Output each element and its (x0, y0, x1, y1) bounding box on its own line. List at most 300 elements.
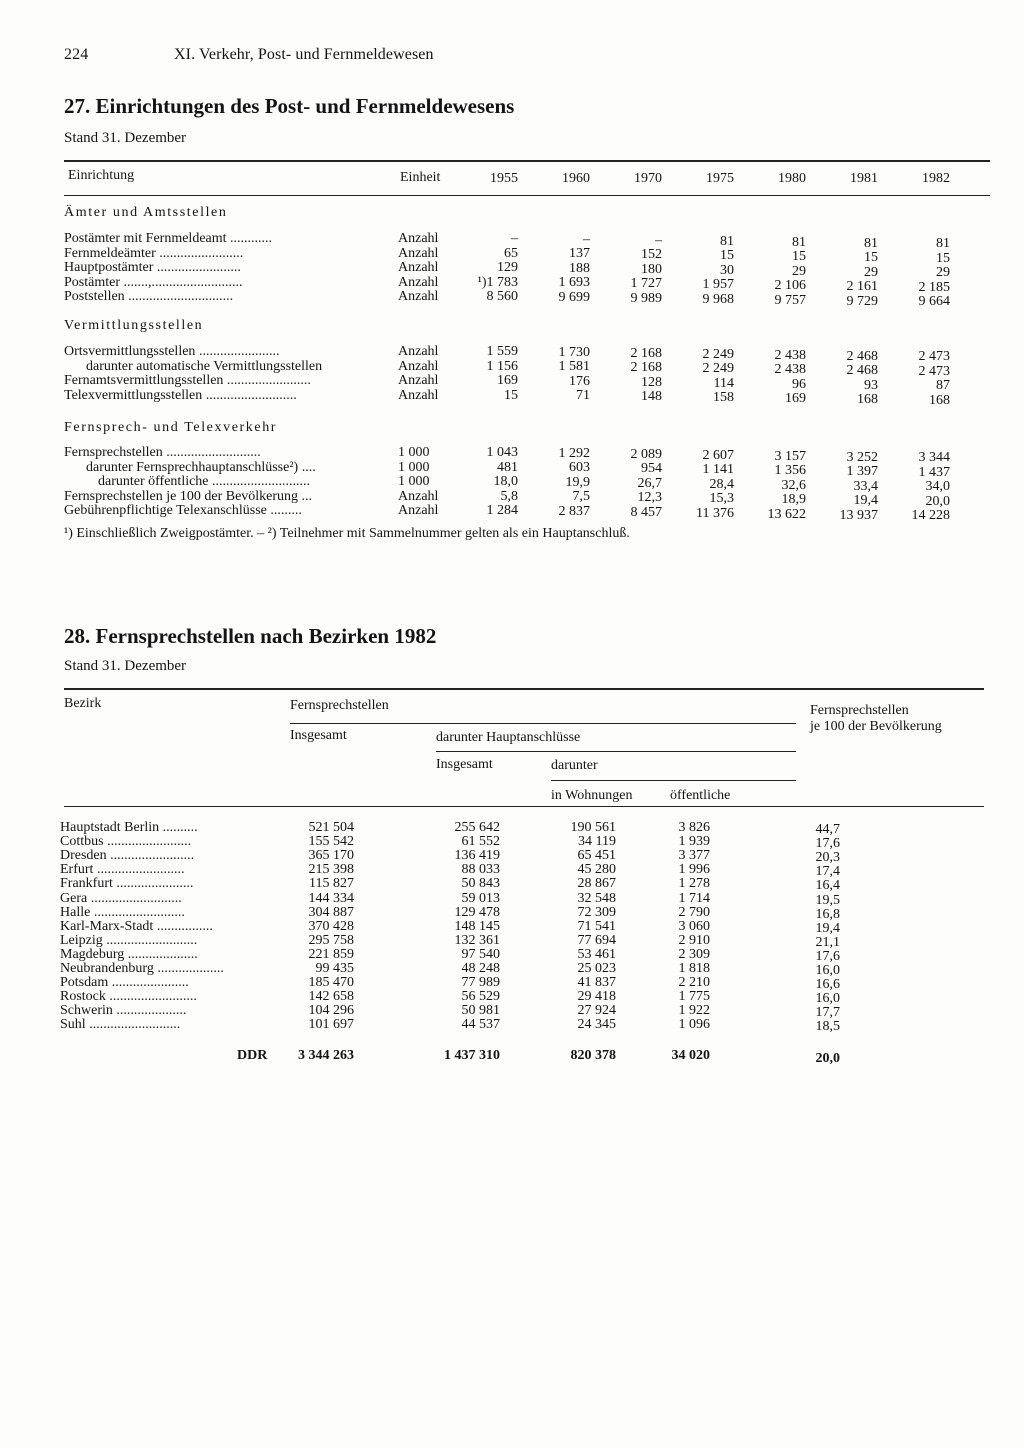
leader-dots: .......................... (202, 387, 297, 403)
row-label: Gebührenpflichtige Telexanschlüsse (64, 503, 267, 518)
table-cell: 96 (792, 376, 806, 392)
table27-top-rule (64, 160, 990, 162)
table-cell: 255 642 (454, 820, 500, 835)
bezirk-name: Cottbus (60, 834, 104, 850)
table-cell: 2 168 (630, 345, 662, 361)
table-cell: 17,4 (815, 864, 840, 880)
col-fernsprechstellen: Fernsprechstellen (290, 698, 389, 713)
table-cell: 2 473 (918, 349, 950, 365)
table-cell: 3 826 (678, 820, 710, 835)
total-label: DDR (237, 1048, 268, 1063)
table-cell: – (583, 231, 590, 247)
table-row-label (64, 446, 261, 460)
table-cell: 21,1 (815, 934, 840, 950)
table-cell: 5,8 (500, 488, 518, 504)
table-cell: 2 473 (918, 363, 950, 379)
col-year-1982: 1982 (922, 171, 950, 186)
table-row-label (64, 232, 272, 246)
table-cell: 26,7 (637, 475, 662, 491)
total-cell: 3 344 263 (298, 1048, 354, 1063)
chapter-title: XI. Verkehr, Post- und Fernmeldewesen (174, 46, 434, 63)
leader-dots: ........................ (223, 373, 311, 388)
col-insgesamt2: Insgesamt (436, 757, 493, 772)
table-cell: 71 (576, 388, 590, 404)
table-cell: 2 089 (630, 446, 662, 462)
leader-dots: .......................... (102, 932, 198, 948)
table-cell: 30 (720, 262, 734, 278)
table-cell: 1 957 (702, 277, 734, 293)
table-cell: 59 013 (461, 890, 500, 906)
table27-subtitle: Stand 31. Dezember (64, 130, 187, 146)
table-cell: 603 (569, 460, 590, 476)
table27-footnote: ¹) Einschließlich Zweigpostämter. – ²) Teilnehmer mit Sammelnummer gelten als ein Hauptanschluß. (64, 526, 630, 541)
row-unit: Anzahl (398, 387, 439, 403)
table-cell: 53 461 (577, 946, 616, 962)
table27-title: 27. Einrichtungen des Post- und Fernmeldewesens (64, 94, 515, 118)
table-cell: 16,6 (815, 977, 840, 993)
col-year-1970: 1970 (634, 171, 662, 186)
table-row-label (64, 389, 297, 403)
table-cell: 9 664 (918, 294, 950, 310)
table-cell: 8 457 (630, 504, 662, 520)
row-unit: 1 000 (398, 459, 430, 475)
leader-dots: ... (298, 488, 313, 504)
table28-top-rule (64, 688, 984, 690)
table-row (60, 948, 198, 962)
table-cell: 115 827 (309, 876, 354, 892)
row-label: Postämter (64, 274, 120, 290)
table-cell: 104 296 (308, 1003, 354, 1019)
bezirk-name: Schwerin (60, 1003, 113, 1019)
bezirk-name: Magdeburg (60, 946, 125, 962)
table-cell: 954 (641, 461, 662, 477)
bezirk-name: Gera (60, 890, 88, 906)
table-cell: 137 (569, 246, 590, 262)
table-cell: 1 043 (486, 445, 518, 460)
table-cell: 28,4 (709, 476, 734, 492)
table-cell: 1 278 (678, 876, 710, 892)
row-unit: Anzahl (398, 260, 439, 275)
table-cell: 97 540 (461, 946, 500, 962)
header-rule-3 (551, 780, 796, 781)
col-year-1980: 1980 (778, 171, 806, 186)
total-cell: 20,0 (815, 1051, 840, 1066)
table28-header-bottom-rule (64, 806, 984, 807)
bezirk-name: Dresden (60, 848, 107, 864)
table-cell: 1 730 (558, 344, 590, 360)
table-cell: 1 727 (630, 276, 662, 292)
table-cell: 29 (936, 265, 950, 281)
leader-dots: ........................ (153, 260, 241, 275)
table-cell: 132 361 (454, 932, 500, 948)
row-label: Poststellen (64, 289, 125, 304)
table-cell: 180 (641, 261, 662, 277)
col-insgesamt: Insgesamt (290, 728, 347, 743)
table-cell: 114 (713, 375, 734, 391)
table-cell: 188 (569, 260, 590, 276)
table-cell: 7,5 (572, 489, 590, 505)
table-cell: 18,5 (815, 1019, 840, 1035)
table-cell: 142 658 (308, 989, 354, 1005)
table-cell: 2 249 (702, 346, 734, 362)
table-cell: 16,4 (815, 878, 840, 894)
table-cell: 3 252 (846, 449, 878, 465)
table-cell: 1 714 (678, 890, 710, 906)
table-cell: 15 (720, 248, 734, 264)
table-cell: 15 (792, 249, 806, 265)
table-cell: 19,4 (815, 920, 840, 936)
table-cell: 13 937 (839, 507, 878, 523)
col-oeffentliche: öffentliche (670, 788, 731, 803)
col-einheit: Einheit (400, 170, 441, 185)
table-cell: 56 529 (461, 989, 500, 1005)
table-cell: 72 309 (577, 904, 616, 920)
leader-dots: .......................... (90, 904, 185, 920)
leader-dots: ...................... (112, 876, 194, 892)
table-cell: 17,6 (815, 836, 840, 852)
table-cell: 2 185 (918, 279, 950, 295)
table-cell: 9 729 (846, 293, 878, 309)
table-cell: 44 537 (461, 1017, 500, 1033)
table-cell: 2 837 (558, 503, 590, 519)
table-row-label (64, 490, 312, 504)
table28-title: 28. Fernsprechstellen nach Bezirken 1982 (64, 624, 437, 648)
row-label: Postämter mit Fernmeldeamt (64, 231, 227, 246)
table-cell: 93 (864, 377, 878, 393)
leader-dots: .......................... (87, 890, 182, 906)
table-cell: 158 (713, 390, 734, 406)
table-cell: 168 (929, 392, 950, 408)
table-cell: 2 161 (846, 279, 878, 294)
table-cell: 370 428 (308, 918, 354, 934)
table-row (60, 920, 213, 934)
table-cell: ¹)1 783 (477, 274, 518, 290)
table-cell: 129 (497, 260, 518, 275)
table-cell: 185 470 (308, 975, 354, 991)
table-cell: 2 168 (630, 360, 662, 376)
row-unit: Anzahl (398, 373, 439, 388)
table-cell: 2 468 (846, 363, 878, 378)
row-unit: Anzahl (398, 344, 439, 359)
table-cell: 15,3 (709, 491, 734, 507)
table-cell: 16,8 (815, 906, 840, 922)
table-cell: 1 397 (846, 464, 878, 479)
table-cell: 1 156 (486, 358, 518, 374)
table-cell: 2 309 (678, 946, 710, 962)
row-unit: Anzahl (398, 274, 439, 290)
table-cell: 77 694 (577, 932, 616, 948)
bezirk-name: Neubrandenburg (60, 961, 154, 976)
table-row (60, 990, 197, 1004)
header-rule-2 (436, 751, 796, 752)
table-row (60, 835, 191, 849)
table-cell: 18,9 (781, 492, 806, 508)
row-label: darunter automatische Vermittlungsstellen (86, 358, 323, 374)
table-cell: 144 334 (308, 890, 354, 906)
table-cell: 3 377 (678, 848, 710, 864)
leader-dots: ................ (153, 918, 213, 934)
table-row-label (86, 461, 316, 475)
table-cell: 88 033 (461, 862, 500, 878)
table-cell: 65 (504, 245, 518, 261)
table-cell: 155 542 (308, 834, 354, 850)
table-cell: 33,4 (853, 478, 878, 494)
table27-header-rule (64, 195, 990, 196)
leader-dots: ........................... (162, 445, 261, 460)
table-cell: 2 438 (774, 347, 806, 363)
table-cell: 365 170 (308, 848, 354, 864)
table-cell: 521 504 (308, 820, 354, 835)
table-cell: 19,4 (853, 493, 878, 508)
row-unit: Anzahl (398, 231, 439, 246)
section-title: Vermittlungsstellen (64, 318, 204, 333)
table-cell: 14 228 (911, 508, 950, 524)
table-cell: 3 344 (918, 450, 950, 466)
row-unit: Anzahl (398, 488, 439, 504)
table-cell: 29 (864, 264, 878, 280)
bezirk-name: Rostock (60, 989, 106, 1005)
row-label: Fernsprechstellen je 100 der Bevölkerung (64, 488, 299, 504)
row-label: Fernmeldeämter (64, 245, 156, 261)
row-label: darunter öffentliche (98, 474, 209, 489)
row-unit: 1 000 (398, 474, 430, 489)
table-cell: 215 398 (308, 862, 354, 878)
table-cell: 1 818 (678, 961, 710, 976)
table-cell: 221 859 (308, 946, 354, 962)
table-cell: 2 468 (846, 348, 878, 364)
leader-dots: .......,.......................... (120, 274, 243, 290)
table-row-label (86, 360, 322, 374)
table-cell: 1 775 (678, 989, 710, 1005)
col-in-wohnungen: in Wohnungen (551, 788, 633, 803)
running-header (64, 46, 434, 64)
table-cell: 81 (792, 234, 806, 250)
table-cell: 87 (936, 378, 950, 394)
table-row (60, 863, 184, 877)
section-title: Fernsprech- und Telexverkehr (64, 420, 278, 435)
bezirk-name: Erfurt (60, 862, 94, 878)
bezirk-name: Suhl (60, 1017, 86, 1033)
table-cell: 148 (641, 389, 662, 405)
total-cell: 1 437 310 (444, 1048, 500, 1063)
row-unit: Anzahl (398, 289, 439, 304)
table-cell: 61 552 (461, 834, 500, 850)
table-cell: 18,0 (493, 474, 518, 489)
row-label: Fernsprechstellen (64, 445, 163, 460)
table-cell: 41 837 (577, 975, 616, 991)
table-row (60, 976, 189, 990)
table-cell: 29 (792, 263, 806, 279)
table-cell: 99 435 (315, 961, 354, 976)
table-row (60, 892, 182, 906)
table-cell: 2 210 (678, 975, 710, 991)
leader-dots: ........................ (103, 834, 192, 850)
leader-dots: ......... (266, 503, 302, 518)
table-cell: 12,3 (637, 490, 662, 506)
table-cell: 16,0 (815, 991, 840, 1007)
leader-dots: ......................... (105, 989, 197, 1005)
table-cell: 27 924 (577, 1003, 616, 1019)
table-cell: 32 548 (577, 890, 616, 906)
leader-dots: ....................... (195, 344, 280, 359)
col-je100-line1: Fernsprechstellen (810, 703, 909, 718)
table-row (60, 962, 224, 976)
bezirk-name: Halle (60, 904, 91, 920)
leader-dots: ............ (226, 231, 273, 246)
table-cell: 1 693 (558, 275, 590, 291)
row-unit: Anzahl (398, 245, 439, 261)
total-cell: 820 378 (570, 1048, 616, 1063)
leader-dots: ......................... (93, 862, 185, 878)
table-cell: 3 157 (774, 448, 806, 464)
table-cell: 148 145 (454, 918, 500, 934)
col-year-1960: 1960 (562, 171, 590, 186)
leader-dots: .............................. (124, 289, 234, 304)
col-darunter-haupt: darunter Hauptanschlüsse (436, 730, 581, 745)
table-cell: 15 (864, 250, 878, 265)
table-cell: 1 141 (702, 462, 734, 478)
table-cell: 81 (936, 236, 950, 252)
leader-dots: .... (298, 459, 316, 475)
table-cell: 20,0 (925, 493, 950, 509)
leader-dots: ...................... (108, 975, 189, 991)
table-cell: 19,5 (815, 892, 840, 908)
table-row (60, 1004, 186, 1018)
row-label: Hauptpostämter (64, 260, 154, 275)
table-cell: 128 (641, 374, 662, 390)
table-row (60, 821, 198, 835)
row-label: Fernamtsvermittlungsstellen (64, 373, 224, 388)
table-cell: 1 581 (558, 359, 590, 375)
col-year-1955: 1955 (490, 171, 518, 186)
leader-dots: ............................ (208, 474, 311, 489)
table-cell: 1 996 (678, 862, 710, 878)
total-cell: 34 020 (671, 1048, 710, 1063)
col-year-1975: 1975 (706, 171, 734, 186)
table-cell: 176 (569, 373, 590, 389)
table-cell: 2 249 (702, 361, 734, 377)
page-number: 224 (64, 46, 89, 63)
table-cell: 65 451 (577, 848, 616, 864)
table-cell: 168 (857, 392, 878, 407)
table-cell: 190 561 (570, 820, 616, 835)
table-cell: 77 989 (461, 975, 500, 991)
table-cell: 44,7 (815, 822, 840, 837)
row-unit: Anzahl (398, 503, 439, 518)
table-cell: 48 248 (461, 961, 500, 976)
table-cell: 81 (720, 233, 734, 249)
table-cell: 81 (864, 235, 878, 251)
leader-dots: .......................... (85, 1017, 181, 1033)
table-cell: 28 867 (577, 876, 616, 892)
row-unit: 1 000 (398, 445, 430, 460)
bezirk-name: Potsdam (60, 975, 109, 991)
col-darunter: darunter (551, 758, 598, 773)
row-label: Telexvermittlungsstellen (64, 387, 203, 403)
table-cell: 1 437 (918, 464, 950, 480)
col-bezirk: Bezirk (64, 696, 102, 711)
table-row-label (64, 504, 302, 518)
table-cell: 3 060 (678, 918, 710, 934)
table-cell: 1 939 (678, 834, 710, 850)
table-cell: 9 989 (630, 290, 662, 306)
table-row (60, 849, 194, 863)
col-einrichtung: Einrichtung (68, 168, 135, 183)
table-row-label (98, 475, 310, 489)
table-row (60, 1018, 180, 1032)
table-cell: 17,7 (815, 1005, 840, 1021)
row-unit: Anzahl (398, 358, 439, 374)
table-cell: 34 119 (578, 834, 616, 850)
table-cell: 152 (641, 247, 662, 263)
table-cell: 169 (497, 373, 518, 388)
table-cell: 129 478 (454, 904, 500, 920)
table-row (60, 877, 193, 891)
header-rule-1 (290, 723, 796, 724)
table-cell: 9 757 (774, 292, 806, 308)
table-row-label (64, 247, 243, 261)
table-row-label (64, 345, 279, 359)
table-cell: 29 418 (577, 989, 616, 1005)
table-cell: 2 438 (774, 362, 806, 378)
table-cell: 34,0 (925, 479, 950, 495)
leader-dots: ........................ (155, 245, 244, 261)
table-cell: 1 096 (678, 1017, 710, 1033)
col-je100-line2: je 100 der Bevölkerung (810, 719, 942, 734)
table-row-label (64, 374, 311, 388)
table-cell: 16,0 (815, 963, 840, 978)
table-cell: 24 345 (577, 1017, 616, 1033)
row-label: Ortsvermittlungsstellen (64, 344, 196, 359)
bezirk-name: Hauptstadt Berlin (60, 820, 160, 835)
table-cell: 1 922 (678, 1003, 710, 1019)
leader-dots: ................... (153, 961, 224, 976)
table-row-label (64, 261, 241, 275)
table-cell: 136 419 (454, 848, 500, 864)
table-cell: 32,6 (781, 477, 806, 493)
section-title: Ämter und Amtsstellen (64, 205, 228, 220)
table-cell: 9 968 (702, 291, 734, 307)
table-cell: 8 560 (486, 289, 518, 304)
leader-dots: ........................ (106, 848, 195, 864)
table28-subtitle: Stand 31. Dezember (64, 658, 187, 674)
table-cell: 71 541 (577, 918, 616, 934)
table-cell: 50 843 (461, 876, 500, 892)
table-cell: 169 (785, 391, 806, 407)
table-cell: 11 376 (696, 505, 734, 521)
table-cell: 2 607 (702, 447, 734, 463)
table-cell: 17,6 (815, 948, 840, 964)
col-year-1981: 1981 (850, 171, 878, 186)
table-cell: 50 981 (461, 1003, 500, 1019)
table-cell: 20,3 (815, 850, 840, 866)
leader-dots: .................... (124, 946, 198, 962)
table-cell: 15 (936, 250, 950, 266)
table-cell: – (655, 232, 662, 248)
row-label: darunter Fernsprechhauptanschlüsse²) (86, 459, 299, 475)
table-cell: 9 699 (558, 289, 590, 305)
table-row-label (64, 290, 233, 304)
table-cell: 295 758 (308, 932, 354, 948)
bezirk-name: Frankfurt (60, 876, 113, 892)
bezirk-name: Leipzig (60, 932, 103, 948)
table-row (60, 934, 197, 948)
table-cell: 1 284 (486, 503, 518, 518)
leader-dots: .......... (159, 820, 198, 835)
table-cell: 2 790 (678, 904, 710, 920)
bezirk-name: Karl-Marx-Stadt (60, 918, 154, 934)
table-cell: 25 023 (577, 961, 616, 976)
